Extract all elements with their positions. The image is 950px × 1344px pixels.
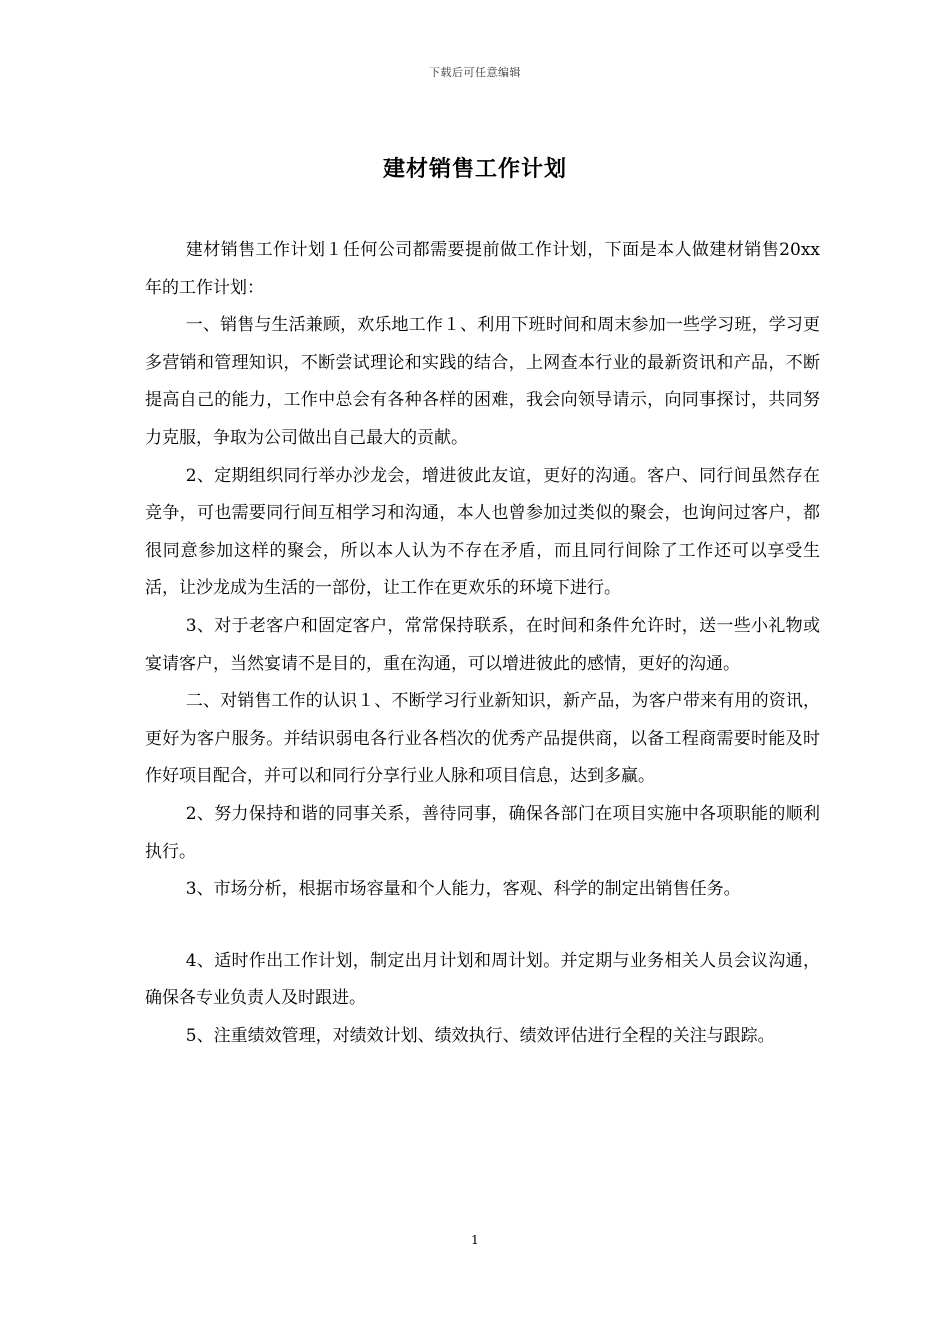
paragraph-section-1: 一、销售与生活兼顾，欢乐地工作１、利用下班时间和周末参加一些学习班，学习更多营销和管理知识，不断尝试理论和实践的结合，上网查本行业的最新资讯和产品，不断提高自己的能力，工作中总会有各种各样的困难，我会向领导请示，向同事探讨，共同努力克服，争取为公司做出自己最大的贡献。 <box>145 315 820 448</box>
paragraph-item-2b: 2、努力保持和谐的同事关系，善待同事，确保各部门在项目实施中各项职能的顺利执行。 <box>145 803 820 862</box>
paragraph-intro: 建材销售工作计划１任何公司都需要提前做工作计划，下面是本人做建材销售20xx年的工作计划： <box>145 240 820 298</box>
document-body <box>145 232 820 1055</box>
document-title: 建材销售工作计划 <box>382 156 567 182</box>
paragraph-item-2: 2、定期组织同行举办沙龙会，增进彼此友谊，更好的沟通。客户、同行间虽然存在竞争，可也需要同行间互相学习和沟通，本人也曾参加过类似的聚会，也询问过客户，都很同意参加这样的聚会，所以本人认为不存在矛盾，而且同行间除了工作还可以享受生活，让沙龙成为生活的一部份，让工作在更欢乐的环境下进行。 <box>145 465 820 599</box>
paragraph-section-2: 二、对销售工作的认识１、不断学习行业新知识，新产品，为客户带来有用的资讯，更好为客户服务。并结识弱电各行业各档次的优秀产品提供商，以备工程商需要时能及时作好项目配合，并可以和同行分享行业人脉和项目信息，达到多赢。 <box>145 691 820 787</box>
paragraph-item-3: 3、对于老客户和固定客户，常常保持联系，在时间和条件允许时，送一些小礼物或宴请客户，当然宴请不是目的，重在沟通，可以增进彼此的感情，更好的沟通。 <box>145 615 820 674</box>
paragraph-item-3b: 3、市场分析，根据市场容量和个人能力，客观、科学的制定出销售任务。 <box>185 879 741 900</box>
page-number: 1 <box>471 1233 479 1247</box>
header-note: 下载后可任意编辑 <box>429 66 521 79</box>
paragraph-item-4: 4、适时作出工作计划，制定出月计划和周计划。并定期与业务相关人员会议沟通，确保各专业负责人及时跟进。 <box>145 950 820 1009</box>
paragraph-item-5: 5、注重绩效管理，对绩效计划、绩效执行、绩效评估进行全程的关注与跟踪。 <box>185 1025 775 1046</box>
